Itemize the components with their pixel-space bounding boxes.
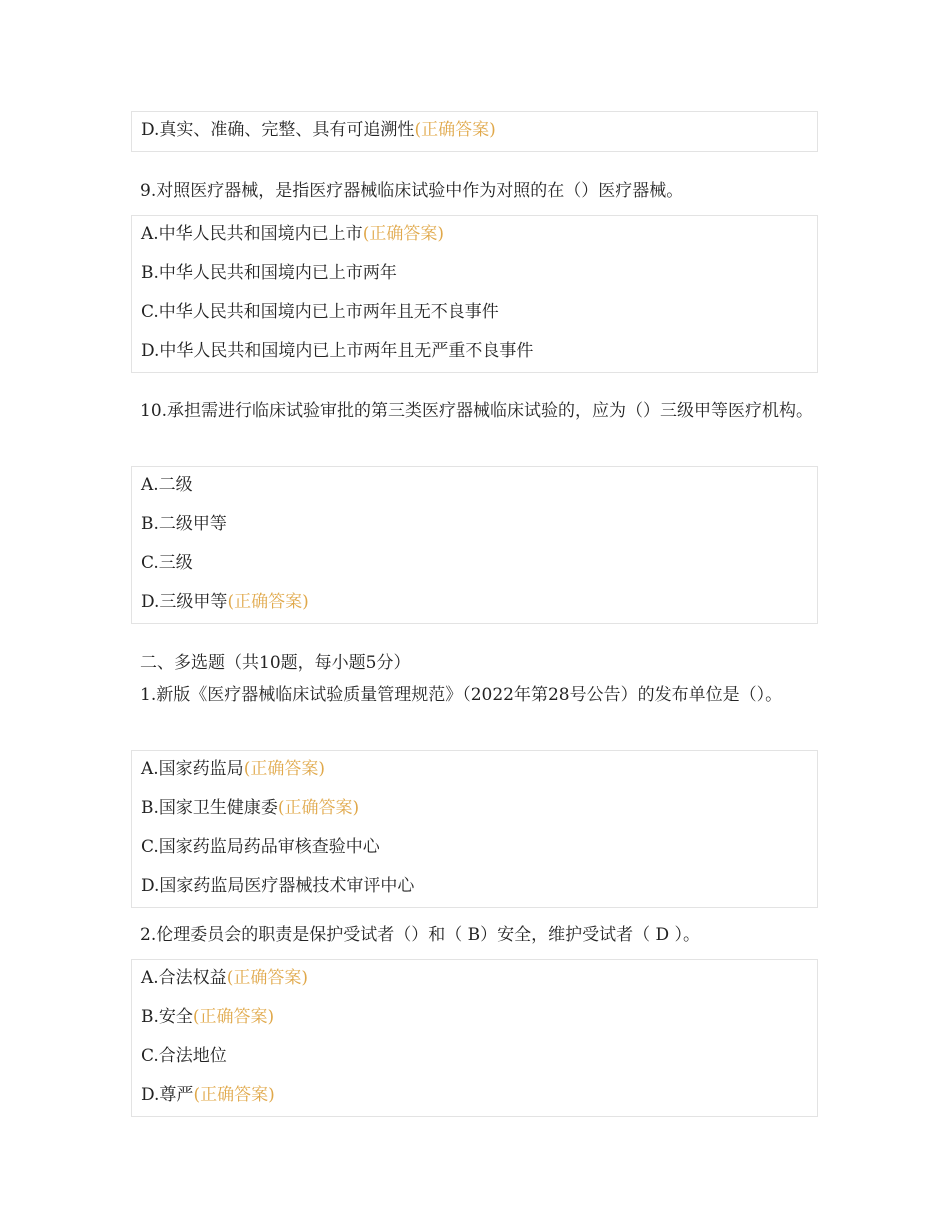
correct-answer-tag: (正确答案) — [227, 592, 309, 612]
option-item: A.国家药监局(正确答案) — [141, 759, 325, 779]
question-text: 2.伦理委员会的职责是保护受试者（）和（ B）安全，维护受试者（ D ）。 — [140, 925, 701, 945]
question-text: 1.新版《医疗器械临床试验质量管理规范》（2022年第28号公告）的发布单位是（）。 — [140, 685, 783, 705]
option-item: D.国家药监局医疗器械技术审评中心 — [141, 876, 415, 896]
option-list — [131, 750, 818, 908]
option-item: D.三级甲等(正确答案) — [141, 592, 309, 612]
correct-answer-tag: (正确答案) — [193, 1085, 275, 1105]
option-list — [131, 111, 818, 152]
option-item: D.真实、准确、完整、具有可追溯性(正确答案) — [141, 120, 496, 140]
option-item: B.中华人民共和国境内已上市两年 — [141, 263, 397, 283]
correct-answer-tag: (正确答案) — [277, 798, 360, 818]
option-item: B.安全(正确答案) — [141, 1007, 275, 1027]
correct-answer-tag: (正确答案) — [414, 120, 496, 140]
option-item: C.国家药监局药品审核查验中心 — [141, 837, 380, 857]
option-item: C.合法地位 — [141, 1046, 227, 1066]
section-title: 二、多选题（共10题，每小题5分） — [140, 653, 411, 673]
correct-answer-tag: (正确答案) — [192, 1007, 275, 1027]
correct-answer-tag: (正确答案) — [362, 224, 444, 244]
option-list — [131, 466, 818, 624]
option-item: C.三级 — [141, 553, 193, 573]
option-item: C.中华人民共和国境内已上市两年且无不良事件 — [141, 302, 499, 322]
option-list — [131, 215, 818, 373]
option-item: B.国家卫生健康委(正确答案) — [141, 798, 360, 818]
option-list — [131, 959, 818, 1117]
option-item: D.中华人民共和国境内已上市两年且无严重不良事件 — [141, 341, 534, 361]
correct-answer-tag: (正确答案) — [226, 968, 308, 988]
option-item: A.二级 — [141, 475, 193, 495]
question-text: 9.对照医疗器械，是指医疗器械临床试验中作为对照的在（）医疗器械。 — [140, 181, 684, 201]
option-item: A.合法权益(正确答案) — [141, 968, 308, 988]
option-item: D.尊严(正确答案) — [141, 1085, 275, 1105]
option-item: B.二级甲等 — [141, 514, 227, 534]
correct-answer-tag: (正确答案) — [243, 759, 325, 779]
question-text: 10.承担需进行临床试验审批的第三类医疗器械临床试验的，应为（）三级甲等医疗机构。 — [140, 401, 814, 421]
option-item: A.中华人民共和国境内已上市(正确答案) — [141, 224, 444, 244]
